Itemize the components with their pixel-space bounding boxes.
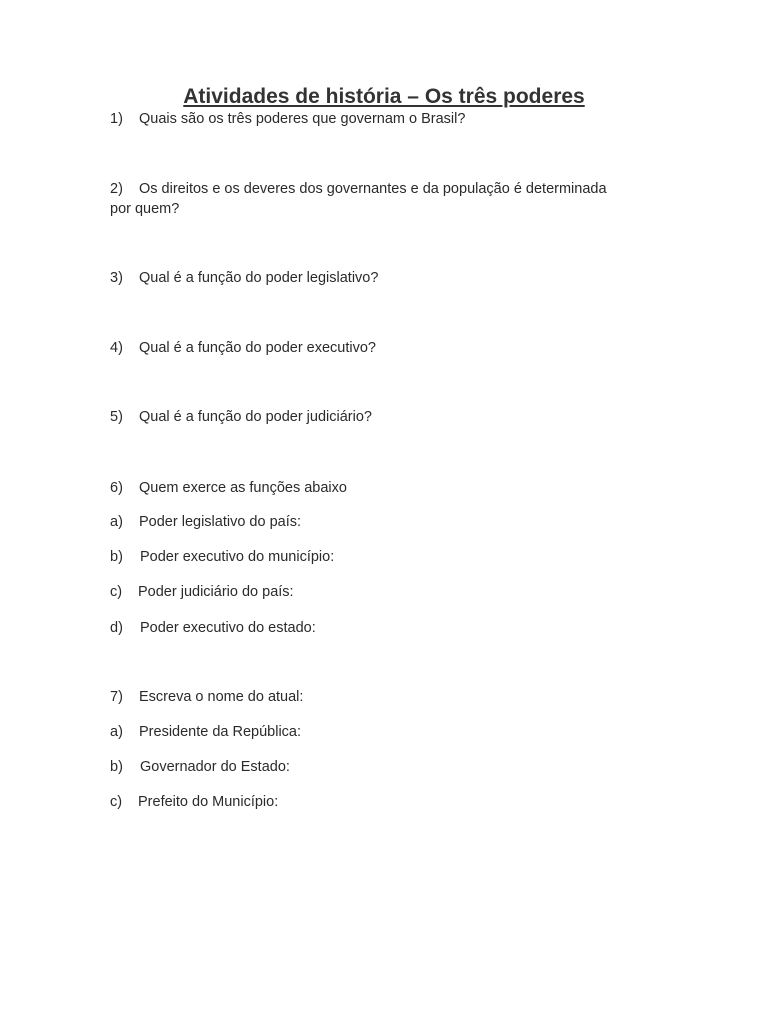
sub-item-text: Poder executivo do município: bbox=[140, 549, 335, 565]
sub-item-text: Poder executivo do estado: bbox=[140, 620, 316, 636]
sub-item-letter: d) bbox=[110, 620, 123, 636]
question-number: 7) bbox=[110, 689, 123, 705]
question-text: Qual é a função do poder executivo? bbox=[139, 340, 376, 356]
sub-item-letter: b) bbox=[110, 759, 123, 775]
question-6 bbox=[110, 478, 347, 498]
question-text: Quem exerce as funções abaixo bbox=[139, 480, 347, 496]
question-3 bbox=[110, 268, 378, 288]
sub-item-text: Poder judiciário do país: bbox=[138, 584, 294, 600]
question-text: Escreva o nome do atual: bbox=[139, 689, 304, 705]
question-number: 1) bbox=[110, 111, 123, 127]
question-number: 2) bbox=[110, 181, 123, 197]
sub-item-letter: a) bbox=[110, 724, 123, 740]
sub-item bbox=[110, 722, 301, 742]
sub-item bbox=[110, 547, 334, 567]
question-number: 6) bbox=[110, 480, 123, 496]
sub-item-text: Prefeito do Município: bbox=[138, 794, 279, 810]
sub-item bbox=[110, 757, 290, 777]
page-title: Atividades de história – Os três poderes bbox=[183, 85, 585, 108]
sub-item-letter: a) bbox=[110, 514, 123, 530]
question-7 bbox=[110, 687, 303, 707]
sub-item-letter: b) bbox=[110, 549, 123, 565]
sub-item-letter: c) bbox=[110, 584, 123, 600]
question-number: 3) bbox=[110, 270, 123, 286]
question-text: Qual é a função do poder judiciário? bbox=[139, 409, 372, 425]
question-2-continuation: por quem? bbox=[110, 201, 180, 217]
sub-item-text: Governador do Estado: bbox=[140, 759, 290, 775]
question-number: 4) bbox=[110, 340, 123, 356]
sub-item bbox=[110, 512, 301, 532]
sub-item-letter: c) bbox=[110, 794, 123, 810]
question-4 bbox=[110, 338, 376, 358]
question-text: Quais são os três poderes que governam o Brasil? bbox=[139, 111, 466, 127]
sub-item bbox=[110, 618, 316, 638]
sub-item bbox=[110, 582, 294, 602]
question-2 bbox=[110, 179, 607, 199]
question-number: 5) bbox=[110, 409, 123, 425]
question-5 bbox=[110, 407, 372, 427]
question-1 bbox=[110, 109, 465, 129]
question-text: Os direitos e os deveres dos governantes e da população é determinada bbox=[139, 181, 607, 197]
sub-item bbox=[110, 792, 278, 812]
sub-item-text: Presidente da República: bbox=[139, 724, 302, 740]
question-text: Qual é a função do poder legislativo? bbox=[139, 270, 379, 286]
sub-item-text: Poder legislativo do país: bbox=[139, 514, 302, 530]
